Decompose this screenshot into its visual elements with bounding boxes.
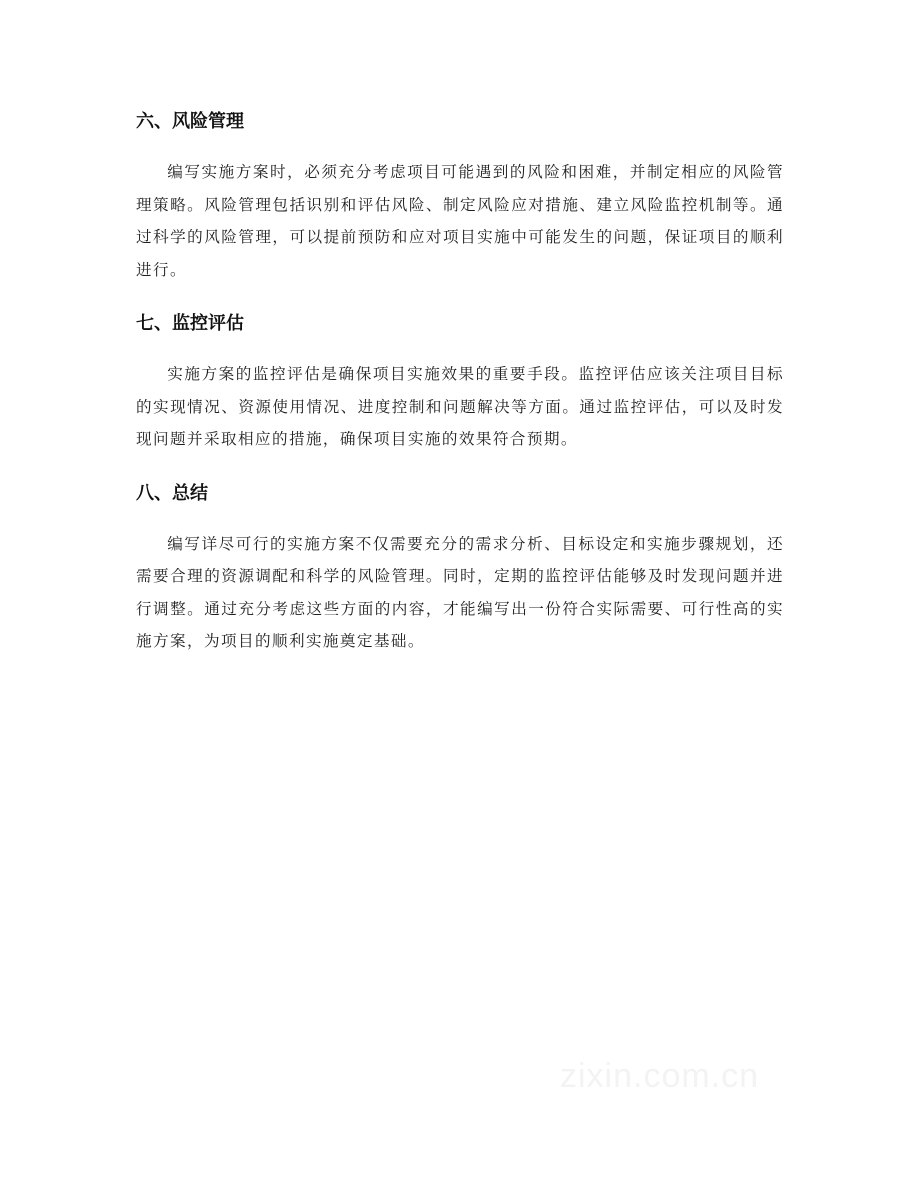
section-paragraph: 编写实施方案时，必须充分考虑项目可能遇到的风险和困难，并制定相应的风险管理策略。风险管理包括识别和评估风险、制定风险应对措施、建立风险监控机制等。通过科学的风险管理，可以提前预防和应对项目实施中可能发生的问题，保证项目的顺利进行。 [136, 163, 784, 279]
section-monitoring-evaluation [136, 306, 784, 456]
section-risk-management [136, 104, 784, 286]
section-paragraph: 编写详尽可行的实施方案不仅需要充分的需求分析、目标设定和实施步骤规划，还需要合理的资源调配和科学的风险管理。同时，定期的监控评估能够及时发现问题并进行调整。通过充分考虑这些方面的内容，才能编写出一份符合实际需要、可行性高的实施方案，为项目的顺利实施奠定基础。 [136, 534, 784, 650]
section-paragraph: 实施方案的监控评估是确保项目实施效果的重要手段。监控评估应该关注项目目标的实现情况、资源使用情况、进度控制和问题解决等方面。通过监控评估，可以及时发现问题并采取相应的措施，确保项目实施的效果符合预期。 [136, 365, 784, 448]
section-summary [136, 476, 784, 658]
watermark: zixin.com.cn [560, 1057, 760, 1095]
section-heading: 八、总结 [136, 482, 208, 504]
document-body [136, 104, 784, 678]
section-heading: 七、监控评估 [136, 313, 244, 334]
section-heading: 六、风险管理 [136, 111, 244, 132]
